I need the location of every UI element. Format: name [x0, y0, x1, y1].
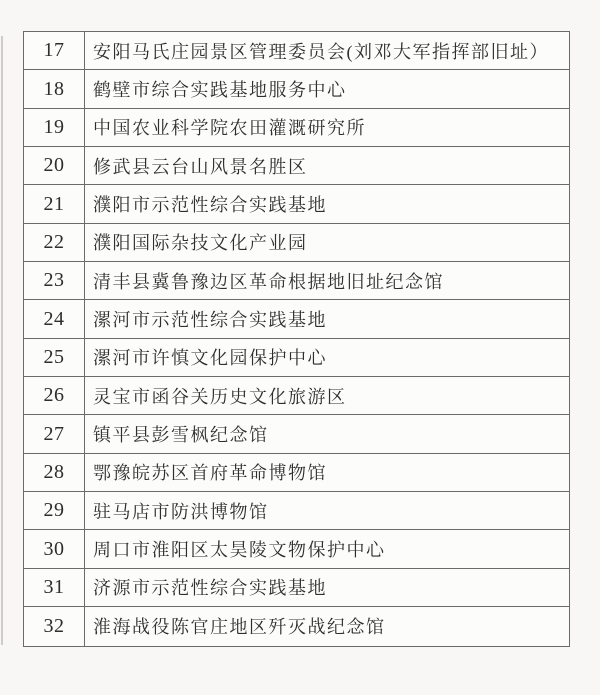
row-number: 26 [24, 377, 85, 414]
table-row [24, 109, 569, 147]
table-row [24, 262, 569, 300]
row-number: 25 [24, 339, 85, 376]
row-name: 修武县云台山风景名胜区 [93, 156, 308, 177]
row-number: 31 [24, 569, 85, 606]
row-number: 17 [24, 32, 85, 69]
table-row [24, 300, 569, 338]
left-edge-scan-line [1, 36, 3, 645]
row-number: 29 [24, 492, 85, 529]
table-row [24, 492, 569, 530]
table-row [24, 185, 569, 223]
row-name: 济源市示范性综合实践基地 [93, 578, 327, 599]
row-number: 27 [24, 415, 85, 452]
row-number: 18 [24, 70, 85, 107]
row-name: 濮阳国际杂技文化产业园 [93, 233, 308, 254]
row-name: 漯河市示范性综合实践基地 [93, 310, 327, 331]
practice-base-table [23, 31, 570, 647]
row-name: 淮海战役陈官庄地区歼灭战纪念馆 [93, 617, 386, 638]
row-name: 濮阳市示范性综合实践基地 [93, 195, 327, 216]
table-row [24, 339, 569, 377]
row-number: 23 [24, 262, 85, 299]
table-row [24, 415, 569, 453]
table-row [24, 224, 569, 262]
table-row [24, 607, 569, 645]
table-row [24, 569, 569, 607]
row-number: 19 [24, 109, 85, 146]
table-row [24, 377, 569, 415]
row-name: 鹤壁市综合实践基地服务中心 [93, 80, 347, 101]
table-row [24, 530, 569, 568]
row-name: 漯河市许慎文化园保护中心 [93, 348, 327, 369]
row-number: 28 [24, 454, 85, 491]
row-name: 驻马店市防洪博物馆 [93, 501, 269, 522]
row-number: 24 [24, 300, 85, 337]
row-name: 灵宝市函谷关历史文化旅游区 [93, 386, 347, 407]
table-row [24, 32, 569, 70]
row-number: 21 [24, 185, 85, 222]
row-number: 32 [24, 607, 85, 645]
row-name: 鄂豫皖苏区首府革命博物馆 [93, 463, 327, 484]
row-number: 20 [24, 147, 85, 184]
row-name: 镇平县彭雪枫纪念馆 [93, 425, 269, 446]
row-name: 安阳马氏庄园景区管理委员会(刘邓大军指挥部旧址） [93, 41, 549, 62]
row-number: 22 [24, 224, 85, 261]
row-name: 中国农业科学院农田灌溉研究所 [93, 118, 366, 139]
table-row [24, 147, 569, 185]
row-name: 清丰县冀鲁豫边区革命根据地旧址纪念馆 [93, 271, 444, 292]
row-name: 周口市淮阳区太昊陵文物保护中心 [93, 540, 386, 561]
table-row [24, 70, 569, 108]
table-row [24, 454, 569, 492]
row-number: 30 [24, 530, 85, 567]
